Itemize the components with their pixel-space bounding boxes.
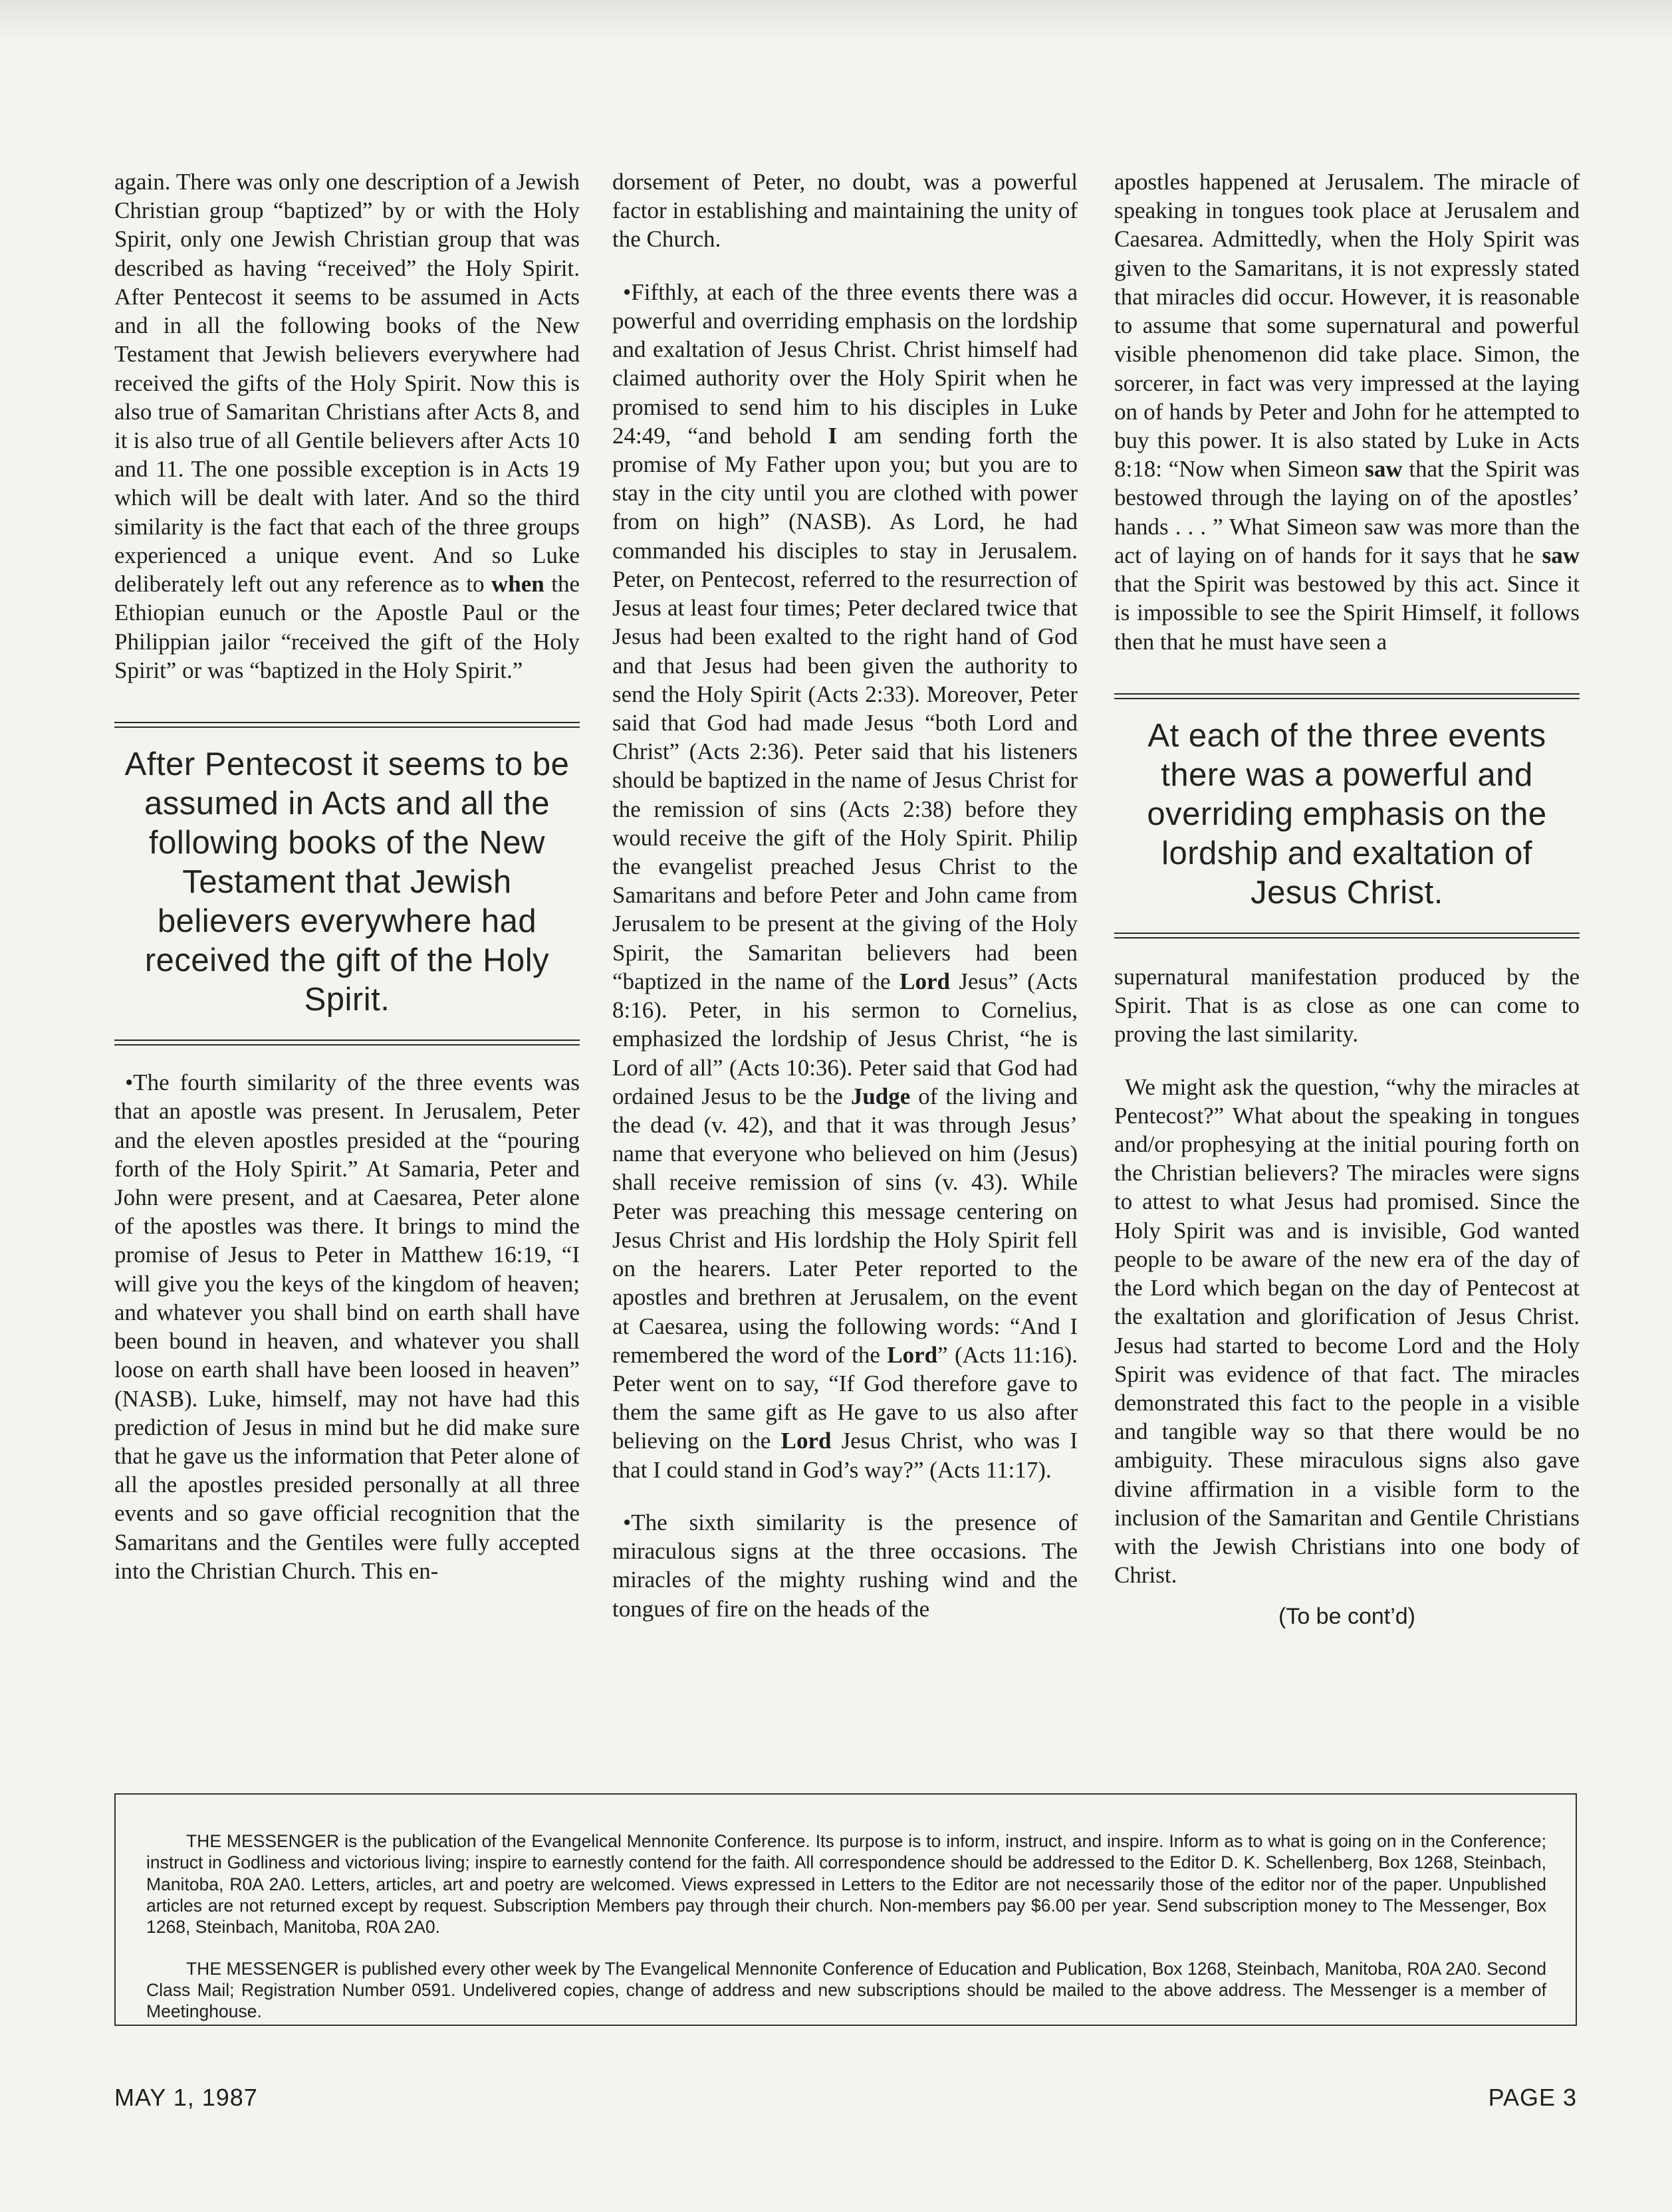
pull-quote-1: After Pentecost it seems to be assumed in Acts and all the following books of the New Testament that Jewish believers everywhere had received the gift of the Holy Spirit.	[124, 746, 570, 1018]
col3-continuation: apostles happened at Jerusalem. The miracle of speaking in tongues took place at Jerusalem and Caesarea. Admittedly, when the Holy Spirit was given to the Samaritans, it is not expressly stated that miracles did occur. However, it is reasonable to assume that some supernatural and powerful visible phenomenon did take place. Simon, the sorcerer, in fact was very impressed at the laying on of hands by Peter and John for he attempted to buy this power. It is also stated by Luke in Acts 8:18: “Now when Simeon saw that the Spirit was bestowed through the laying on of the apostles’ hands . . . ” What Simeon saw was more than the act of laying on of hands for it says that he saw that the Spirit was bestowed by this act. Since it is impossible to see the Spirit Himself, it follows then that he must have seen a	[1114, 169, 1580, 655]
column-1	[114, 167, 580, 1585]
emphasis-when: when	[491, 571, 544, 598]
pull-quote-2-rule-bottom	[1114, 933, 1580, 939]
col2-sixth-similarity: •The sixth similarity is the presence of miraculous signs at the three occasions. The miracles of the mighty rushing wind and the tongues of fire on the heads of the	[612, 1509, 1078, 1622]
col2-fifth-similarity: •Fifthly, at each of the three events there was a powerful and overriding emphasis on the lordship and exaltation of Jesus Christ. Christ himself had claimed authority over the Holy Spirit when he promised to send him to his disciples in Luke 24:49, “and behold I am sending forth the promise of My Father upon you; but you are to stay in the city until you are clothed with power from on high” (NASB). As Lord, he had commanded his disciples to stay in Jerusalem. Peter, on Pentecost, referred to the resurrection of Jesus at least four times; Peter declared twice that Jesus had been exalted to the right hand of God and that Jesus had been given the authority to send the Holy Spirit (Acts 2:33). Moreover, Peter said that God had made Jesus “both Lord and Christ” (Acts 2:36). Peter said that his listeners should be baptized in the name of Jesus Christ for the remission of sins (Acts 2:38) before they would receive the gift of the Holy Spirit. Philip the evangelist preached Jesus Christ to the Samaritans and before Peter and John came from Jerusalem to be present at the giving of the Holy Spirit, the Samaritan believers had been “baptized in the name of the Lord Jesus” (Acts 8:16). Peter, in his sermon to Cornelius, emphasized the lordship of Jesus Christ, “he is Lord of all” (Acts 10:36). Peter said that God had ordained Jesus to be the Judge of the living and the dead (v. 42), and that it was through Jesus’ name that everyone who believed on him (Jesus) shall receive remission of sins (v. 43). While Peter was preaching this message centering on Jesus Christ and His lordship the Holy Spirit fell on the hearers. Later Peter reported to the apostles and brethren at Jerusalem, on the event at Caesarea, using the following words: “And I remembered the word of the Lord” (Acts 11:16). Peter went on to say, “If God therefore gave to them the same gift as He gave to us also after believing on the Lord Jesus Christ, who was I that I could stand in God’s way?” (Acts 11:17).	[612, 278, 1078, 1483]
emphasis-lord-2: Lord	[887, 1341, 938, 1368]
emphasis-saw-2: saw	[1542, 542, 1580, 568]
col3-question-paragraph: We might ask the question, “why the miracles at Pentecost?” What about the speaking in tongues and/or prophesying at the initial pouring forth on the Christian believers? The miracles were signs to attest to what Jesus had promised. Since the Holy Spirit was and is invisible, God wanted people to be aware of the new era of the day of the Lord which began on the day of Pentecost at the exaltation and glorification of Jesus Christ. Jesus had started to become Lord and the Holy Spirit was evidence of that fact. The miracles demonstrated this fact to the people in a visible and tangible way so that there would be no ambiguity. These miraculous signs also gave divine affirmation in a visible form to the inclusion of the Samaritan and Gentile Christians with the Jewish Christians into one body of Christ.	[1114, 1073, 1580, 1589]
col2-continuation: dorsement of Peter, no doubt, was a powerful factor in establishing and maintaining the unity of the Church.	[612, 169, 1078, 253]
emphasis-saw-1: saw	[1365, 456, 1403, 483]
column-2	[612, 167, 1078, 1623]
col1-intro-paragraph: again. There was only one description of a Jewish Christian group “baptized” by or with the Holy Spirit, only one Jewish Christian group that was described as having “received” the Holy Spirit. After Pentecost it seems to be assumed in Acts and in all the following books of the New Testament that Jewish believers everywhere had received the gifts of the Holy Spirit. Now this is also true of Samaritan Christians after Acts 8, and it is also true of all Gentile believers after Acts 10 and 11. The one possible exception is in Acts 19 which will be dealt with later. And so the third similarity is the fact that each of the three groups experienced a unique event. And so Luke deliberately left out any reference as to when the Ethiopian eunuch or the Apostle Paul or the Philippian jailor “received the gift of the Holy Spirit” or was “baptized in the Holy Spirit.”	[114, 169, 580, 683]
page-top-shading	[0, 0, 1672, 40]
emphasis-i: I	[828, 422, 838, 449]
emphasis-lord-1: Lord	[899, 968, 950, 994]
masthead-paragraph-1: THE MESSENGER is the publication of the Evangelical Mennonite Conference. Its purpose is to inform, instruct, and inspire. Inform as to what is going on in the Conference; instruct in Godliness and victorious living; inspire to earnestly contend for the faith. All correspondence should be addressed to the Editor D. K. Schellenberg, Box 1268, Steinbach, Manitoba, R0A 2A0. Letters, articles, art and poetry are welcomed. Views expressed in Letters to the Editor are not necessarily those of the editor nor of the paper. Unpublished articles are not returned except by request. Subscription Members pay through their church. Non-members pay $6.00 per year. Send subscription money to The Messenger, Box 1268, Steinbach, Manitoba, R0A 2A0.	[146, 1831, 1546, 1937]
col3-after-pull-quote: supernatural manifestation produced by the Spirit. That is as close as one can come to proving the last similarity.	[1114, 963, 1580, 1048]
footer-page-number: PAGE 3	[1488, 2084, 1577, 2111]
emphasis-lord-3: Lord	[780, 1428, 832, 1454]
masthead-info-box	[114, 1793, 1577, 2026]
footer-date: MAY 1, 1987	[114, 2084, 258, 2111]
pull-quote-2-rule-top	[1114, 693, 1580, 699]
pull-quote-rule-bottom	[114, 1040, 580, 1046]
pull-quote-2: At each of the three events there was a powerful and overriding emphasis on the lordship and exaltation of Jesus Christ.	[1147, 717, 1547, 911]
pull-quote-rule-top	[114, 722, 580, 728]
to-be-continued: (To be cont’d)	[1278, 1604, 1415, 1630]
emphasis-judge: Judge	[850, 1083, 911, 1109]
col1-fourth-similarity: •The fourth similarity of the three events was that an apostle was present. In Jerusalem, Peter and the eleven apostles presided at the “pouring forth of the Holy Spirit.” At Samaria, Peter and John were present, and at Caesarea, Peter alone of the apostles was there. It brings to mind the promise of Jesus to Peter in Matthew 16:19, “I will give you the keys of the kingdom of heaven; and whatever you shall bind on earth shall have been bound in heaven, and whatever you shall loose on earth shall have been loosed in heaven” (NASB). Luke, himself, may not have had this prediction of Jesus in mind but he did make sure that he gave us the information that Peter alone of all the apostles presided personally at all three events and so gave official recognition that the Samaritans and the Gentiles were fully accepted into the Christian Church. This en-	[114, 1069, 580, 1584]
masthead-paragraph-2: THE MESSENGER is published every other week by The Evangelical Mennonite Conference of Education and Publication, Box 1268, Steinbach, Manitoba, R0A 2A0. Second Class Mail; Registration Number 0591. Undelivered copies, change of address and new subscriptions should be mailed to the above address. The Messenger is a member of Meetinghouse.	[146, 1958, 1546, 2022]
column-3	[1114, 167, 1580, 1630]
